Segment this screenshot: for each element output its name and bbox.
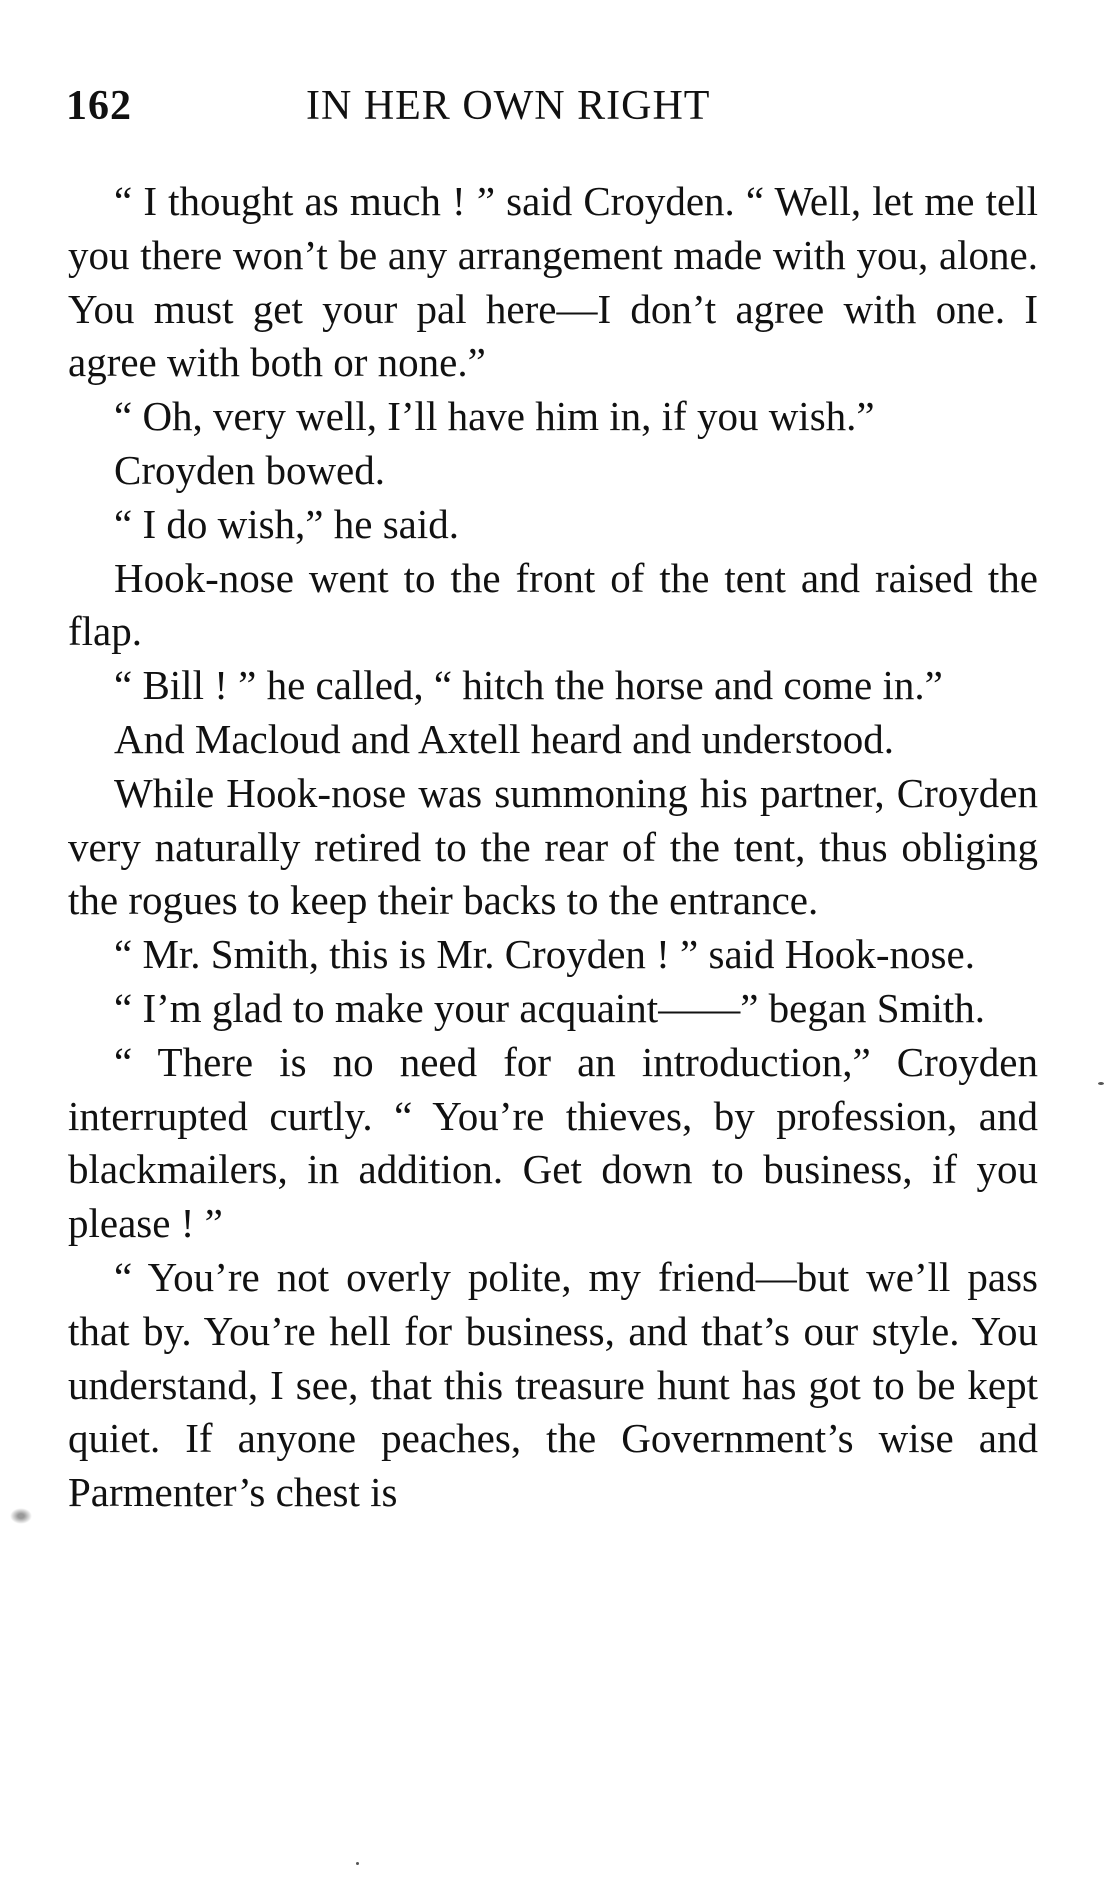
paragraph: “ Mr. Smith, this is Mr. Croyden ! ” said Hook-nose. [114, 931, 975, 978]
paragraph: “ I thought as much ! ” said Croyden. “ Well, let me tell you there won’t be any arrangement made with you, alone. You must get your pal here—I don’t agree with one. I agree with both or none.” [68, 178, 1038, 386]
scan-speck [10, 1508, 32, 1524]
page-number: 162 [66, 83, 132, 129]
paragraph: “ I do wish,” he said. [114, 500, 459, 547]
scan-speck [356, 1862, 359, 1865]
page-header [66, 82, 1046, 134]
paragraph: “ Bill ! ” he called, “ hitch the horse and come in.” [114, 662, 943, 709]
paragraph: And Macloud and Axtell heard and understood. [114, 715, 894, 762]
paragraph: “ Oh, very well, I’ll have him in, if you wish.” [114, 393, 875, 440]
paragraph: Croyden bowed. [114, 446, 386, 493]
body-text [68, 175, 1038, 1520]
running-title: IN HER OWN RIGHT [306, 83, 711, 129]
paragraph: Hook-nose went to the front of the tent and raised the flap. [68, 554, 1038, 655]
paragraph: “ I’m glad to make your acquaint——” began Smith. [114, 984, 986, 1031]
paragraph: “ There is no need for an introduction,” Croyden interrupted curtly. “ You’re thieves, by profession, and blackmailers, in addition. Get down to business, if you please ! ” [68, 1038, 1038, 1247]
paragraph: “ You’re not overly polite, my friend—but we’ll pass that by. You’re hell for business, and that’s our style. You understand, I see, that this treasure hunt has got to be kept quiet. If anyone peaches, the Government’s wise and Parmenter’s chest is [68, 1253, 1038, 1516]
paragraph: While Hook-nose was summoning his partner, Croyden very naturally retired to the rear of the tent, thus obliging the rogues to keep their backs to the entrance. [68, 769, 1038, 924]
scan-speck [1098, 1082, 1104, 1085]
